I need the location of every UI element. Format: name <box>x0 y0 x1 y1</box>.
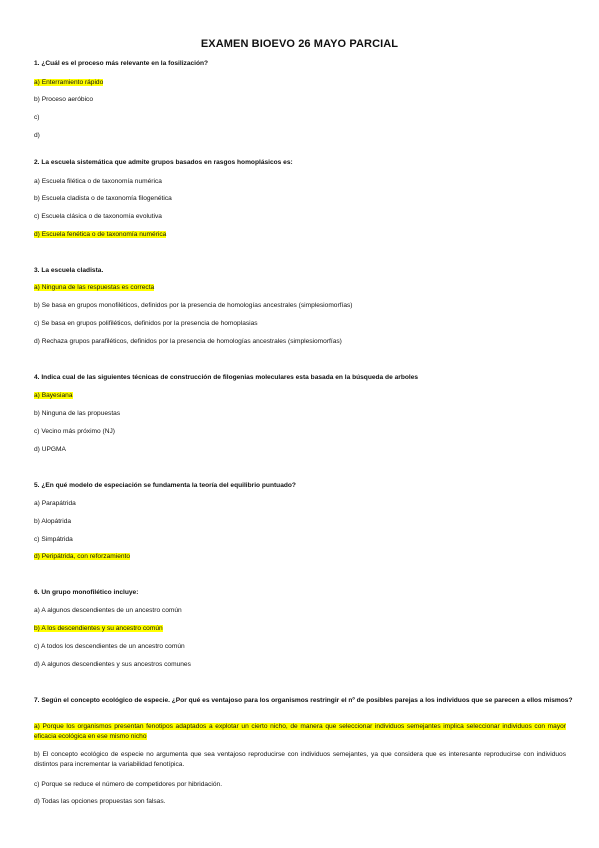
q4-option-d: d) UPGMA <box>34 446 66 453</box>
q6-option-b <box>34 624 163 634</box>
q3-option-d: d) Rechaza grupos parafiléticos, definidos por la presencia de homologías ancestrales (simplesiomorfías) <box>34 338 342 345</box>
page-title: EXAMEN BIOEVO 26 MAYO PARCIAL <box>200 38 399 50</box>
highlighted-answer: a) Bayesiana <box>34 392 73 399</box>
q5-option-b: b) Alopátrida <box>34 518 72 525</box>
highlighted-answer: a) Enterramiento rápido <box>34 79 104 86</box>
q6-option-d: d) A algunos descendientes y sus ancestros comunes <box>34 661 191 668</box>
q3-option-b: b) Se basa en grupos monofiléticos, definidos por la presencia de homologías ancestrales (simplesiomorfías) <box>34 302 353 309</box>
q4-option-c: c) Vecino más próximo (NJ) <box>34 428 115 435</box>
q2-option-c: c) Escuela clásica o de taxonomía evolutiva <box>34 213 162 220</box>
question-6: 6. Un grupo monofilético incluye: <box>34 589 139 596</box>
question-4: 4. Indica cual de las siguientes técnicas de construcción de filogenias moleculares esta basada en la búsqueda de arboles <box>34 374 419 381</box>
q1-option-d: d) <box>34 132 40 139</box>
question-5: 5. ¿En qué modelo de especiación se fundamenta la teoría del equilibrio puntuado? <box>34 482 296 489</box>
q2-option-d <box>34 230 166 240</box>
q6-option-c: c) A todos los descendientes de un ancestro común <box>34 643 185 650</box>
q7-option-d: d) Todas las opciones propuestas son falsas. <box>34 798 166 805</box>
q1-option-b: b) Proceso aeróbico <box>34 96 94 103</box>
q7-option-b: b) El concepto ecológico de especie no argumenta que sea ventajoso reproducirse con individuos semejantes, ya que considera que es interesante reproducirse con individuos distintos para incrementar la variabilidad fenotípica. <box>34 751 566 768</box>
q3-option-c: c) Se basa en grupos polifiléticos, definidos por la presencia de homoplasias <box>34 320 258 327</box>
q1-option-a <box>34 78 103 88</box>
q5-option-a: a) Parapátrida <box>34 500 76 507</box>
highlighted-answer: a) Porque los organismos presentan fenotipos adaptados a explotar un cierto nicho, de manera que seleccionar individuos semejantes implica seleccionar individuos con mayor eficacia ecológica en ese mismo nicho <box>34 723 566 740</box>
question-3: 3. La escuela cladista. <box>34 267 104 274</box>
question-2: 2. La escuela sistemática que admite grupos basados en rasgos homoplásicos es: <box>34 159 293 166</box>
q3-option-a <box>34 283 154 293</box>
highlighted-answer: b) A los descendientes y su ancestro común <box>34 625 163 632</box>
q2-option-a: a) Escuela filética o de taxonomía numérica <box>34 178 162 185</box>
question-1: 1. ¿Cuál es el proceso más relevante en la fosilización? <box>34 60 209 67</box>
highlighted-answer: d) Peripátrida, con reforzamiento <box>34 553 131 560</box>
q4-option-b: b) Ninguna de las propuestas <box>34 410 121 417</box>
highlighted-answer: a) Ninguna de las respuestas es correcta <box>34 284 155 291</box>
q5-option-c: c) Simpátrida <box>34 536 73 543</box>
highlighted-answer: d) Escuela fenética o de taxonomía numérica <box>34 231 167 238</box>
question-7: 7. Según el concepto ecológico de especie. ¿Por qué es ventajoso para los organismos restringir el nº de posibles parejas a los individuos que se parecen a ellos mismos? <box>34 697 573 704</box>
q6-option-a: a) A algunos descendientes de un ancestro común <box>34 607 182 614</box>
q1-option-c: c) <box>34 114 40 121</box>
q5-option-d <box>34 552 130 562</box>
q4-option-a <box>34 391 73 401</box>
q7-option-c: c) Porque se reduce el número de competidores por hibridación. <box>34 781 223 788</box>
q2-option-b: b) Escuela cladista o de taxonomía filogenética <box>34 195 172 202</box>
q7-option-a <box>34 722 566 742</box>
